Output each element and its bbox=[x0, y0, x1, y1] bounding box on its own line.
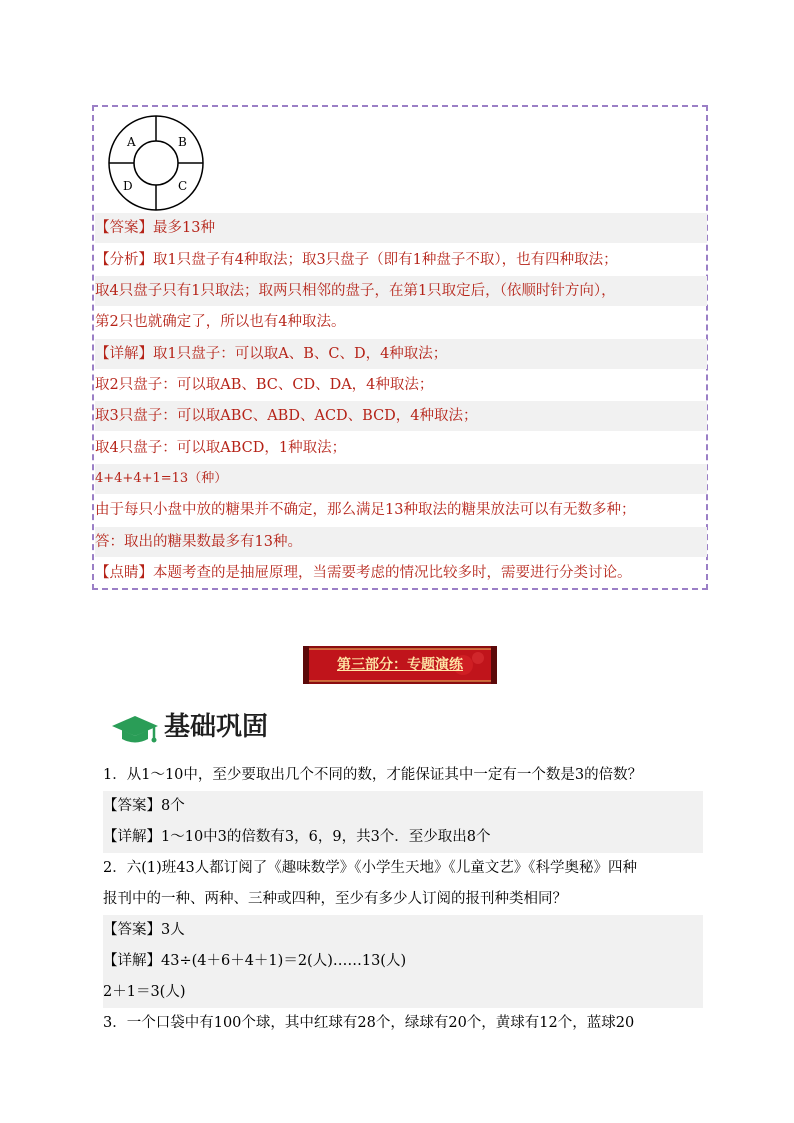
question-1-detail: 【详解】1～10中3的倍数有3，6，9，共3个．至少取出8个 bbox=[103, 822, 703, 853]
detail-line-4: 取4只盘子：可以取ABCD，1种取法； bbox=[95, 440, 347, 456]
graduation-cap-icon bbox=[110, 708, 160, 746]
section-title: 基础巩固 bbox=[164, 712, 269, 742]
detail-line-1: 【详解】取1只盘子：可以取A、B、C、D，4种取法； bbox=[95, 339, 707, 369]
detail-line-3: 取3只盘子：可以取ABC、ABD、ACD、BCD，4种取法； bbox=[95, 401, 707, 431]
plate-label-c: C bbox=[178, 179, 188, 193]
plate-diagram bbox=[106, 113, 206, 213]
formula-line: 4+4+4+1=13（种） bbox=[95, 464, 707, 494]
plate-label-d: D bbox=[123, 179, 133, 193]
conclusion-line: 答：取出的糖果数最多有13种。 bbox=[95, 527, 707, 557]
analysis-line-2: 取4只盘子只有1只取法；取两只相邻的盘子，在第1只取定后，（依顺时针方向）， bbox=[95, 276, 707, 306]
question-1: 1．从1～10中，至少要取出几个不同的数，才能保证其中一定有一个数是3的倍数？ bbox=[103, 767, 643, 783]
analysis-line-3: 第2只也就确定了，所以也有4种取法。 bbox=[95, 314, 346, 330]
detail-line-5: 由于每只小盘中放的糖果并不确定，那么满足13种取法的糖果放法可以有无数多种； bbox=[95, 502, 636, 518]
analysis-line-1: 【分析】取1只盘子有4种取法；取3只盘子（即有1种盘子不取），也有四种取法； bbox=[95, 252, 618, 268]
question-2-detail-2: 2＋1＝3(人) bbox=[103, 977, 703, 1008]
tip-line: 【点睛】本题考查的是抽屉原理，当需要考虑的情况比较多时，需要进行分类讨论。 bbox=[95, 565, 632, 581]
question-2-line-2: 报刊中的一种、两种、三种或四种，至少有多少人订阅的报刊种类相同？ bbox=[103, 891, 567, 907]
question-3: 3．一个口袋中有100个球，其中红球有28个，绿球有20个，黄球有12个，蓝球20 bbox=[103, 1015, 635, 1031]
answer-line: 【答案】最多13种 bbox=[95, 213, 707, 243]
plate-label-a: A bbox=[127, 135, 136, 149]
question-2-detail-1: 【详解】43÷(4＋6＋4＋1)＝2(人)……13(人) bbox=[103, 946, 703, 977]
question-2-line-1: 2．六(1)班43人都订阅了《趣味数学》《小学生天地》《儿童文艺》《科学奥秘》四种 bbox=[103, 860, 637, 876]
detail-line-2: 取2只盘子：可以取AB、BC、CD、DA，4种取法； bbox=[95, 377, 434, 393]
banner-text: 第三部分：专题演练 bbox=[337, 657, 463, 673]
question-2-answer: 【答案】3人 bbox=[103, 915, 703, 946]
plate-label-b: B bbox=[178, 135, 187, 149]
question-1-answer: 【答案】8个 bbox=[103, 791, 703, 822]
